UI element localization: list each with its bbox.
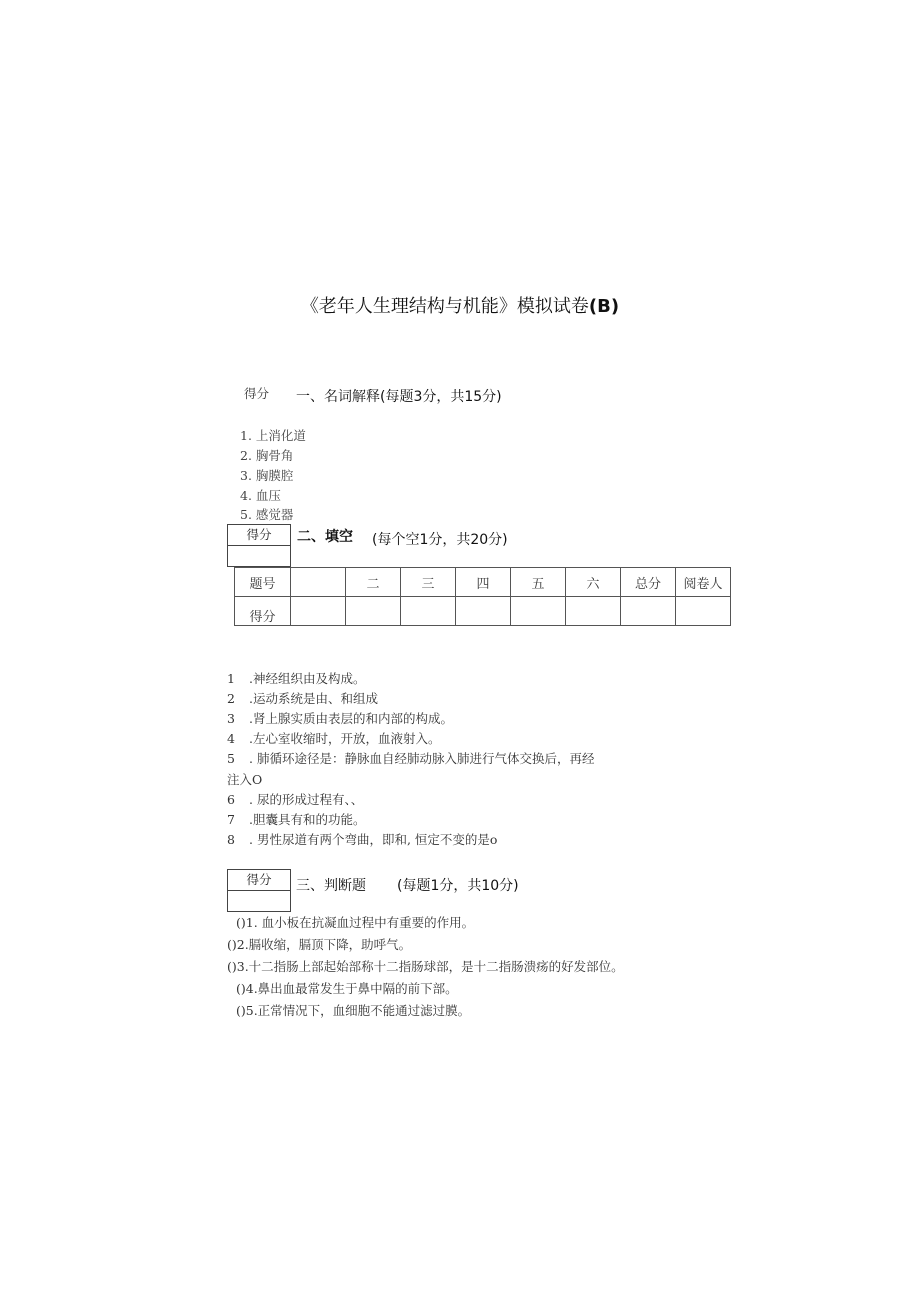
score-box-label: 得分 — [246, 527, 272, 542]
fill-question — [227, 709, 453, 727]
question-number: 3 — [227, 711, 235, 726]
question-number: 2 — [227, 691, 235, 706]
fill-question — [227, 749, 594, 767]
score-table — [234, 567, 731, 626]
table-cell-blank[interactable] — [566, 597, 621, 626]
section2-heading-bold: 二、填空 — [297, 529, 353, 545]
section3-score-box — [227, 869, 291, 912]
term-item: 4. 血压 — [240, 488, 281, 503]
question-number: 1 — [227, 671, 235, 686]
section1-score-label: 得分 — [244, 386, 270, 401]
fill-question — [227, 729, 440, 747]
judge-item: ()5.正常情况下，血细胞不能通过滤过膜。 — [236, 1003, 471, 1018]
table-cell — [291, 568, 346, 597]
question-number: 4 — [227, 731, 235, 746]
table-cell-blank[interactable] — [676, 597, 731, 626]
judge-item: ()1. 血小板在抗凝血过程中有重要的作用。 — [236, 915, 475, 930]
question-text: .运动系统是由、和组成 — [249, 691, 378, 706]
question-text: .神经组织由及构成。 — [249, 671, 366, 686]
section2-heading-rest: (每个空1分，共20分) — [372, 532, 508, 548]
table-cell: 阅卷人 — [676, 568, 731, 597]
table-cell: 四 — [456, 568, 511, 597]
table-cell: 六 — [566, 568, 621, 597]
score-table-header-row — [235, 568, 731, 597]
section3-heading-bold: 三、判断题 — [296, 878, 366, 894]
term-item: 3. 胸膜腔 — [240, 468, 294, 483]
table-cell-blank[interactable] — [456, 597, 511, 626]
title-main: 《老年人生理结构与机能》模拟试卷 — [300, 296, 589, 317]
judge-item: ()3.十二指肠上部起始部称十二指肠球部，是十二指肠溃疡的好发部位。 — [227, 959, 624, 974]
fill-question — [227, 790, 363, 808]
section3-heading-rest: (每题1分，共10分) — [397, 878, 519, 894]
score-box-label: 得分 — [246, 872, 272, 887]
fill-question-continued — [227, 770, 262, 788]
question-number: 5 — [227, 751, 235, 766]
table-cell: 题号 — [235, 568, 291, 597]
table-row-label: 得分 — [235, 597, 291, 626]
term-item: 2. 胸骨角 — [240, 448, 294, 463]
section2-score-box — [227, 524, 291, 567]
question-number: 8 — [227, 832, 235, 847]
table-cell-blank[interactable] — [401, 597, 456, 626]
title-suffix: (B) — [588, 296, 620, 317]
term-item: 1. 上消化道 — [240, 428, 306, 443]
fill-question — [227, 810, 365, 828]
question-text: 注入O — [227, 772, 263, 787]
question-number: 7 — [227, 812, 235, 827]
question-text: . 尿的形成过程有、、 — [249, 792, 364, 807]
table-cell-blank[interactable] — [511, 597, 566, 626]
score-box-blank — [228, 890, 290, 911]
table-cell: 五 — [511, 568, 566, 597]
section1-heading: 一、名词解释(每题3分，共15分) — [296, 389, 502, 405]
fill-question — [227, 669, 365, 687]
score-box-blank — [228, 545, 290, 566]
score-table-score-row — [235, 597, 731, 626]
table-cell-blank[interactable] — [621, 597, 676, 626]
question-number: 6 — [227, 792, 235, 807]
section2-heading — [297, 526, 353, 546]
judge-item: ()4.鼻出血最常发生于鼻中隔的前下部。 — [236, 981, 458, 996]
page-title — [0, 292, 920, 318]
question-text: .左心室收缩时，开放，血液射入。 — [249, 731, 441, 746]
fill-question — [227, 689, 378, 707]
fill-question — [227, 830, 497, 848]
table-cell: 二 — [346, 568, 401, 597]
question-text: . 男性尿道有两个弯曲，即和, 恒定不变的是o — [249, 832, 498, 847]
table-cell-blank[interactable] — [346, 597, 401, 626]
judge-item: ()2.膈收缩，膈顶下降，助呼气。 — [227, 937, 412, 952]
table-cell: 三 — [401, 568, 456, 597]
question-text: . 肺循环途径是：静脉血自经肺动脉入肺进行气体交换后，再经 — [249, 751, 595, 766]
section3-heading — [296, 875, 366, 895]
table-cell: 总分 — [621, 568, 676, 597]
table-cell-blank[interactable] — [291, 597, 346, 626]
question-text: .肾上腺实质由表层的和内部的构成。 — [249, 711, 453, 726]
question-text: .胆囊具有和的功能。 — [249, 812, 366, 827]
term-item: 5. 感觉器 — [240, 507, 294, 522]
